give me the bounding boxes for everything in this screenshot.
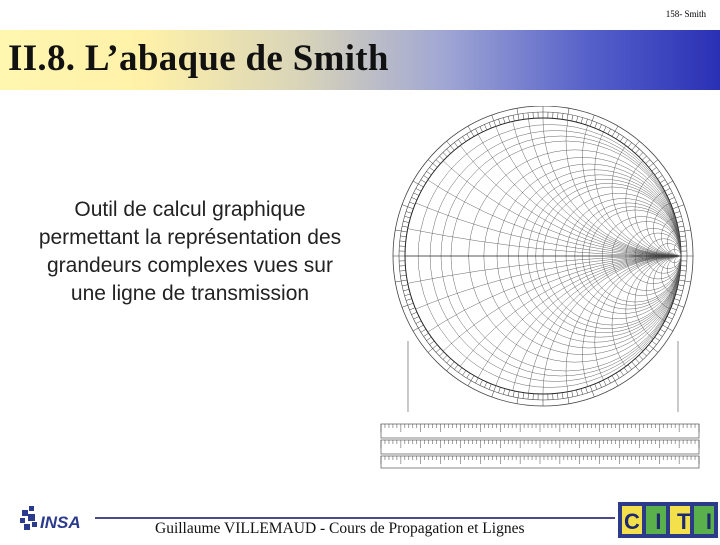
- ring-tick: [447, 359, 451, 363]
- ring-tick: [608, 378, 611, 383]
- ring-tick: [674, 212, 680, 214]
- ring-tick: [663, 181, 673, 187]
- ring-tick: [665, 321, 670, 324]
- ring-tick: [586, 387, 588, 393]
- ring-tick: [528, 113, 529, 119]
- ring-tick: [616, 134, 619, 139]
- ring-tick: [468, 126, 474, 136]
- ring-tick: [508, 390, 509, 396]
- ring-tick: [443, 152, 447, 156]
- ring-tick: [655, 171, 660, 175]
- ring-tick: [652, 167, 657, 171]
- ring-tick: [557, 113, 558, 119]
- footer-divider: [95, 517, 615, 519]
- ring-tick: [402, 285, 408, 286]
- ring-tick: [674, 299, 680, 301]
- ring-tick: [443, 355, 447, 359]
- ring-tick: [475, 129, 478, 134]
- ring-tick: [467, 373, 470, 378]
- ring-tick: [676, 294, 682, 296]
- ring-tick: [489, 384, 491, 390]
- ring-tick: [581, 118, 583, 124]
- ring-tick: [680, 270, 686, 271]
- ring-tick: [523, 393, 524, 399]
- ring-tick: [427, 337, 432, 341]
- reactance-arc: [376, 256, 708, 486]
- ring-tick: [411, 312, 416, 314]
- ring-tick: [503, 389, 505, 395]
- ring-tick: [405, 216, 411, 218]
- ring-tick: [562, 113, 563, 119]
- ring-tick: [480, 127, 483, 132]
- ring-tick: [400, 275, 406, 276]
- ring-tick: [421, 180, 426, 183]
- ring-tick: [673, 303, 684, 307]
- ring-tick: [447, 362, 455, 371]
- ring-tick: [403, 221, 409, 222]
- ring-tick: [680, 241, 686, 242]
- ring-tick: [676, 216, 682, 218]
- ring-tick: [639, 152, 643, 156]
- ring-tick: [616, 373, 619, 378]
- reactance-arc: [543, 106, 708, 256]
- ring-tick: [624, 140, 628, 145]
- ring-tick: [673, 205, 684, 209]
- ring-tick: [677, 289, 683, 290]
- ring-tick: [462, 137, 465, 142]
- ring-tick: [416, 188, 421, 191]
- ring-tick: [642, 156, 646, 160]
- ring-tick: [508, 116, 509, 122]
- ring-tick: [400, 270, 406, 271]
- ring-tick: [590, 386, 594, 397]
- ring-tick: [667, 316, 672, 319]
- ring-tick: [409, 202, 415, 204]
- insa-logo-graphic: [14, 500, 94, 540]
- ring-tick: [678, 285, 684, 286]
- ring-tick: [646, 348, 650, 352]
- ring-tick: [528, 393, 529, 399]
- ring-tick: [657, 333, 662, 336]
- ring-tick: [406, 299, 412, 301]
- ring-tick: [646, 160, 650, 164]
- ring-tick: [406, 212, 412, 214]
- ring-tick: [458, 368, 462, 373]
- ring-tick: [414, 193, 419, 196]
- ring-tick: [458, 140, 462, 145]
- ring-tick: [620, 370, 623, 375]
- ring-tick: [603, 127, 606, 132]
- ring-tick: [436, 348, 440, 352]
- ring-tick: [572, 391, 573, 397]
- reactance-arc: [376, 106, 708, 256]
- ring-tick: [492, 115, 496, 126]
- insa-logo-text: INSA: [40, 513, 81, 532]
- ring-tick: [663, 325, 673, 331]
- ring-tick: [484, 124, 486, 129]
- ring-tick: [411, 197, 416, 199]
- page-number: 158- Smith: [666, 9, 706, 19]
- ring-tick: [603, 380, 606, 385]
- reactance-arc: [376, 106, 708, 256]
- ring-tick: [572, 115, 573, 121]
- ring-tick: [484, 382, 486, 387]
- ring-tick: [454, 143, 458, 148]
- ring-tick: [454, 365, 458, 370]
- ring-tick: [447, 141, 455, 150]
- reactance-arc: [376, 256, 708, 486]
- ring-tick: [428, 160, 437, 168]
- ring-tick: [576, 390, 577, 396]
- ring-tick: [414, 316, 419, 319]
- ring-tick: [439, 352, 443, 356]
- ring-tick: [403, 289, 409, 290]
- ring-tick: [599, 382, 601, 387]
- ring-tick: [413, 181, 423, 187]
- ring-tick: [447, 149, 451, 153]
- ring-tick: [413, 325, 423, 331]
- ring-tick: [677, 221, 683, 222]
- ring-tick: [416, 321, 421, 324]
- ring-tick: [635, 149, 639, 153]
- ring-tick: [652, 341, 657, 345]
- citi-logo-text: CITI: [624, 509, 712, 534]
- ring-tick: [680, 236, 686, 237]
- ring-tick: [599, 124, 601, 129]
- reactance-arc: [376, 106, 708, 256]
- ring-tick: [586, 119, 588, 125]
- ring-tick: [671, 308, 677, 310]
- insa-logo: [14, 500, 94, 540]
- ring-tick: [499, 387, 501, 393]
- ring-tick: [405, 294, 411, 296]
- ring-tick: [409, 308, 415, 310]
- ring-tick: [628, 365, 632, 370]
- smith-chart-image: [376, 106, 708, 486]
- ring-tick: [421, 329, 426, 332]
- ring-tick: [649, 160, 658, 168]
- ring-tick: [492, 386, 496, 397]
- slide-body-text: Outil de calcul graphique permettant la représentation des grandeurs complexes vues sur une ligne de transmission: [30, 196, 350, 308]
- ring-tick: [581, 389, 583, 395]
- ring-tick: [595, 384, 597, 390]
- ring-tick: [513, 115, 514, 121]
- ring-tick: [513, 391, 514, 397]
- footer-credit: Guillaume VILLEMAUD - Cours de Propagation et Lignes: [155, 520, 525, 538]
- ring-tick: [430, 167, 435, 171]
- ring-tick: [562, 393, 563, 399]
- reactance-arc: [376, 106, 708, 256]
- ring-tick: [400, 236, 406, 237]
- ring-tick: [402, 205, 413, 209]
- ring-tick: [439, 156, 443, 160]
- ring-tick: [669, 197, 674, 199]
- ring-tick: [632, 362, 640, 371]
- ring-tick: [639, 355, 643, 359]
- ring-tick: [499, 119, 501, 125]
- slide-title: II.8. L’abaque de Smith: [8, 37, 389, 80]
- ring-tick: [612, 376, 618, 386]
- ring-tick: [642, 352, 646, 356]
- citi-logo: [618, 502, 718, 538]
- ring-tick: [503, 118, 505, 124]
- ring-tick: [523, 113, 524, 119]
- ring-tick: [462, 370, 465, 375]
- ring-tick: [468, 376, 474, 386]
- ring-tick: [427, 171, 432, 175]
- ring-tick: [557, 393, 558, 399]
- ring-tick: [612, 126, 618, 136]
- ring-tick: [680, 275, 686, 276]
- ring-tick: [660, 329, 665, 332]
- ring-tick: [430, 341, 435, 345]
- ring-tick: [624, 368, 628, 373]
- ring-tick: [660, 180, 665, 183]
- ring-tick: [655, 337, 660, 341]
- smith-chart-drawing: [376, 106, 708, 486]
- ring-tick: [595, 122, 597, 128]
- ring-tick: [400, 241, 406, 242]
- ring-tick: [436, 160, 440, 164]
- ring-tick: [489, 122, 491, 128]
- ring-tick: [576, 116, 577, 122]
- ring-tick: [424, 175, 429, 178]
- ring-tick: [402, 303, 413, 307]
- ring-tick: [424, 333, 429, 336]
- ring-tick: [480, 380, 483, 385]
- citi-logo-graphic: [618, 502, 718, 538]
- ring-tick: [428, 345, 437, 353]
- ring-tick: [657, 175, 662, 178]
- ring-tick: [678, 226, 684, 227]
- ring-tick: [667, 193, 672, 196]
- ring-tick: [620, 137, 623, 142]
- reactance-arc: [376, 256, 708, 486]
- ring-tick: [475, 378, 478, 383]
- ring-tick: [608, 129, 611, 134]
- reactance-arc: [528, 106, 708, 256]
- reactance-arc: [376, 256, 708, 486]
- ring-tick: [665, 188, 670, 191]
- ring-tick: [671, 202, 677, 204]
- ring-tick: [402, 226, 408, 227]
- ring-tick: [632, 141, 640, 150]
- ring-tick: [628, 143, 632, 148]
- ring-tick: [649, 345, 658, 353]
- ring-tick: [590, 115, 594, 126]
- reactance-arc: [405, 256, 708, 486]
- ring-tick: [635, 359, 639, 363]
- ring-tick: [669, 312, 674, 314]
- ring-tick: [467, 134, 470, 139]
